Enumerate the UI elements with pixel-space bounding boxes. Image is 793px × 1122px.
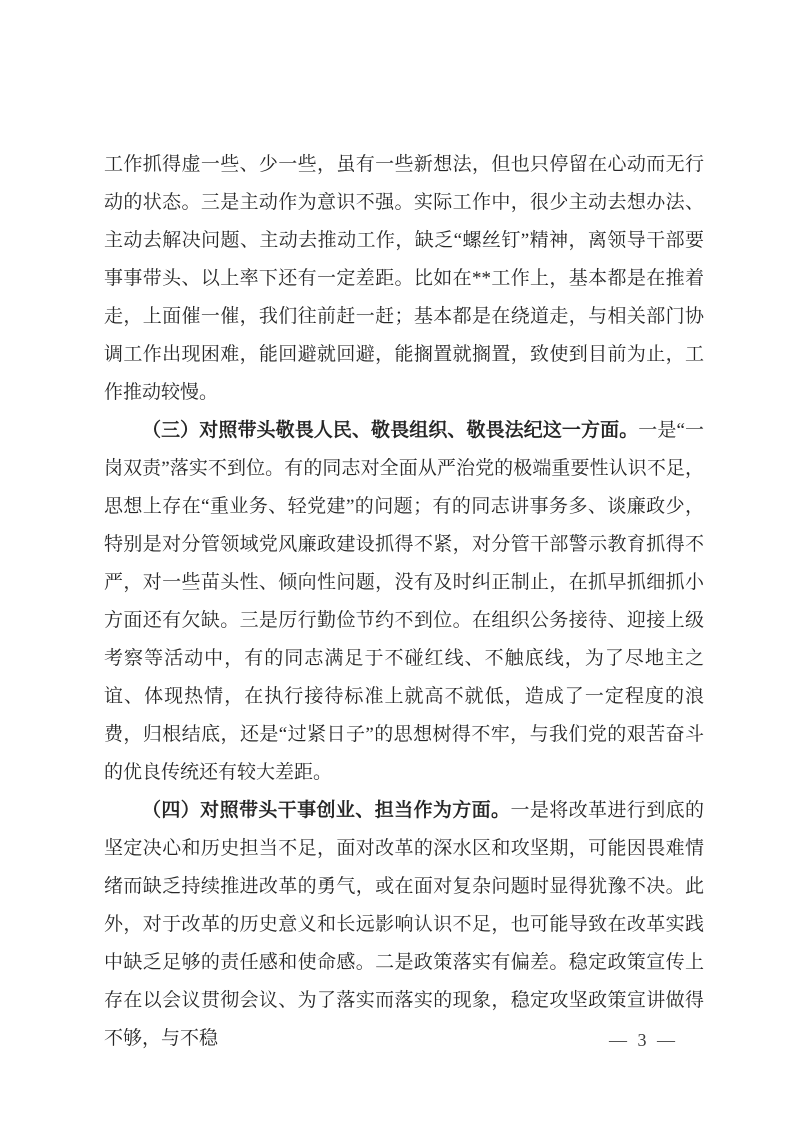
section-heading-segment: （三）对照带头敬畏人民、敬畏组织、敬畏法纪这一方面。 [142, 420, 639, 441]
paragraph [104, 412, 704, 792]
text-segment: 工作抓得虚一些、少一些，虽有一些新想法，但也只停留在心动而无行动的状态。三是主动作为意识不强。实际工作中，很少主动去想办法、主动去解决问题、主动去推动工作，缺乏“螺丝钉”精神，离领导干部要事事带头、以上率下还有一定差距。比如在**工作上，基本都是在推着走，上面催一催，我们往前赶一赶；基本都是在绕道走，与相关部门协调工作出现困难，能回避就回避，能搁置就搁置，致使到目前为止，工作推动较慢。 [104, 154, 704, 403]
section-heading-segment: （四）对照带头干事创业、担当作为方面。 [142, 800, 511, 821]
paragraph [104, 146, 704, 412]
text-segment: 一是“一岗双责”落实不到位。有的同志对全面从严治党的极端重要性认识不足，思想上存在“重业务、轻党建”的问题；有的同志讲事务多、谈廉政少，特别是对分管领域党风廉政建设抓得不紧，对分管干部警示教育抓得不严，对一些苗头性、倾向性问题，没有及时纠正制止，在抓早抓细抓小方面还有欠缺。三是厉行勤俭节约不到位。在组织公务接待、迎接上级考察等活动中，有的同志满足于不碰红线、不触底线，为了尽地主之谊、体现热情，在执行接待标准上就高不就低，造成了一定程度的浪费，归根结底，还是“过紧日子”的思想树得不牢，与我们党的艰苦奋斗的优良传统还有较大差距。 [104, 420, 704, 783]
page-footer [104, 1028, 704, 1052]
page-number: — 3 — [609, 1030, 678, 1050]
text-segment: 一是将改革进行到底的坚定决心和历史担当不足，面对改革的深水区和攻坚期，可能因畏难情绪而缺乏持续推进改革的勇气，或在面对复杂问题时显得犹豫不决。此外，对于改革的历史意义和长远影响认识不足，也可能导致在改革实践中缺乏足够的责任感和使命感。二是政策落实有偏差。稳定政策宣传上存在以会议贯彻会议、为了落实而落实的现象，稳定攻坚政策宣讲做得不够，与不稳 [104, 800, 704, 1049]
paragraph [104, 792, 704, 1058]
document-body [104, 146, 704, 1058]
